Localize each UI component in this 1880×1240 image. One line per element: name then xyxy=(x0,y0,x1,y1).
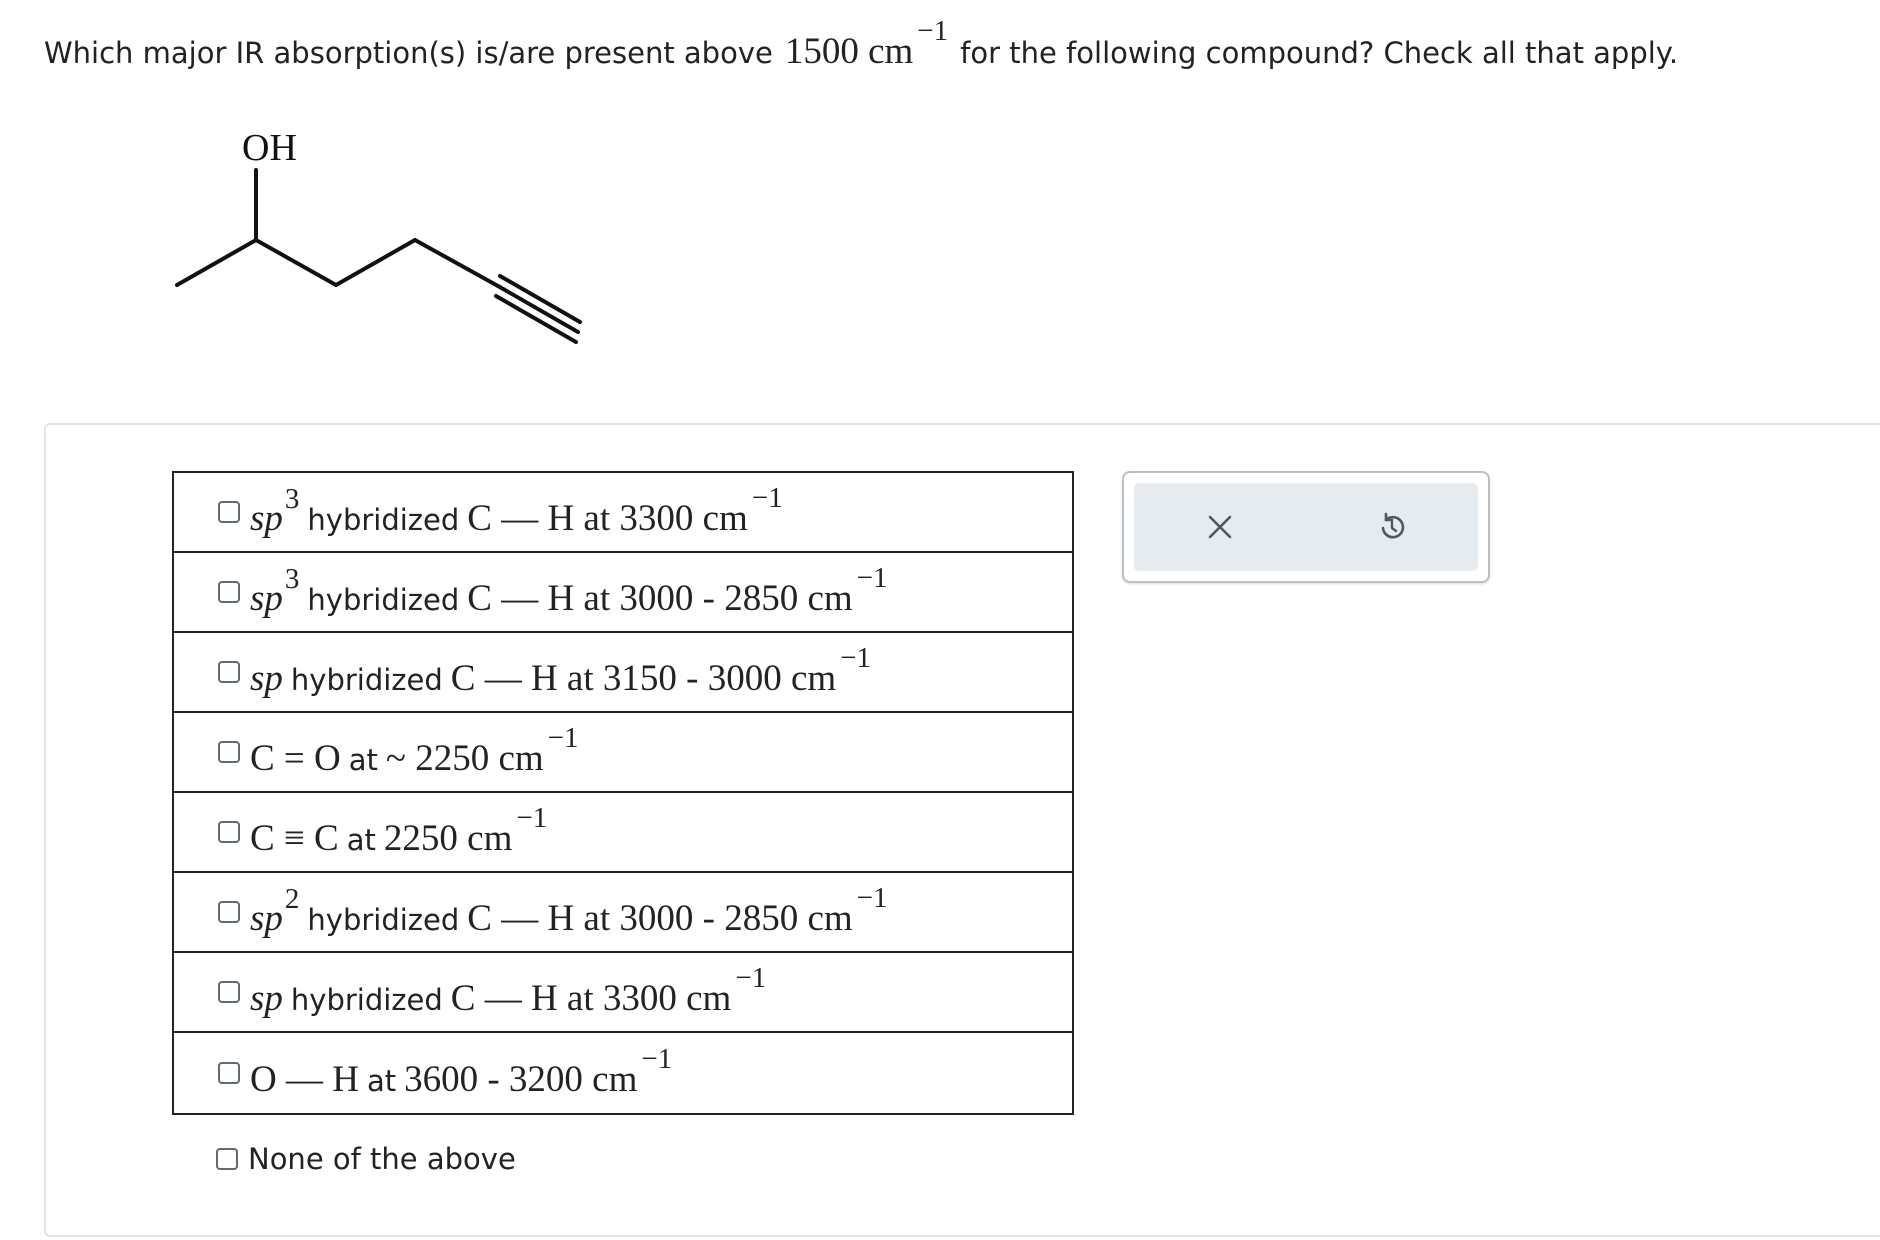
option-orbital: sp xyxy=(250,657,283,699)
option-exponent: −1 xyxy=(516,801,548,834)
option-formula: ~ 2250 cm xyxy=(385,737,544,779)
molecule-structure xyxy=(160,120,600,360)
clear-button[interactable] xyxy=(1134,483,1306,571)
option-exponent: −1 xyxy=(641,1042,673,1075)
option-formula: C — H at 3300 cm xyxy=(450,977,732,1019)
option-sp-ch-3150-3000[interactable] xyxy=(174,633,1072,713)
option-alkyne-2250[interactable] xyxy=(174,793,1072,873)
option-none-of-the-above[interactable] xyxy=(216,1142,516,1176)
option-text: at xyxy=(346,822,376,857)
option-checkbox[interactable] xyxy=(218,1062,240,1084)
question-text xyxy=(44,12,1678,90)
option-formula: C — H at 3300 cm xyxy=(467,497,748,539)
option-text: at xyxy=(366,1063,397,1098)
option-checkbox[interactable] xyxy=(218,581,240,603)
options-table xyxy=(172,471,1074,1115)
undo-icon xyxy=(1376,511,1408,543)
option-sp3-ch-3000-2850[interactable] xyxy=(174,553,1072,633)
question-suffix: for the following compound? Check all that apply. xyxy=(960,36,1679,70)
option-sp2-ch-3000-2850[interactable] xyxy=(174,873,1072,953)
option-orbital: sp xyxy=(250,897,283,939)
option-exponent: −1 xyxy=(840,641,872,674)
option-checkbox[interactable] xyxy=(216,1148,238,1170)
option-formula: 2250 cm xyxy=(383,817,513,859)
option-checkbox[interactable] xyxy=(218,821,240,843)
option-exponent: −1 xyxy=(856,561,888,594)
option-orbital: sp xyxy=(250,577,283,619)
question-wavenumber: 1500 cm xyxy=(784,31,914,72)
option-exponent: −1 xyxy=(735,961,767,994)
oh-label: OH xyxy=(242,127,297,169)
option-checkbox[interactable] xyxy=(218,661,240,683)
option-formula: C — H at 3000 - 2850 cm xyxy=(467,577,853,619)
option-exponent: −1 xyxy=(751,481,783,514)
option-exponent: −1 xyxy=(547,721,579,754)
none-of-the-above-label: None of the above xyxy=(248,1142,516,1176)
question-prefix: Which major IR absorption(s) is/are present above xyxy=(44,36,773,70)
option-checkbox[interactable] xyxy=(218,741,240,763)
option-formula: C — H at 3000 - 2850 cm xyxy=(467,897,853,939)
answer-actions xyxy=(1122,471,1490,583)
option-carbonyl-2250[interactable] xyxy=(174,713,1072,793)
close-icon xyxy=(1205,512,1235,542)
option-orbital: sp xyxy=(250,497,283,539)
option-text: hybridized xyxy=(290,982,443,1017)
option-sp-ch-3300[interactable] xyxy=(174,953,1072,1033)
option-orbital-sup: 2 xyxy=(284,882,300,915)
option-checkbox[interactable] xyxy=(218,901,240,923)
option-bond: C = O xyxy=(250,737,341,779)
option-orbital: sp xyxy=(250,977,283,1019)
option-orbital-sup: 3 xyxy=(284,482,300,515)
option-orbital-sup: 3 xyxy=(284,562,300,595)
skeletal-bonds xyxy=(177,170,580,342)
option-text: hybridized xyxy=(290,662,443,697)
option-bond: O — H xyxy=(250,1058,359,1100)
answer-actions-bar xyxy=(1134,483,1478,571)
option-formula: C — H at 3150 - 3000 cm xyxy=(450,657,837,699)
undo-button[interactable] xyxy=(1306,483,1478,571)
option-text: hybridized xyxy=(307,582,460,617)
option-text: at xyxy=(348,742,378,777)
option-sp3-ch-3300[interactable] xyxy=(174,473,1072,553)
option-exponent: −1 xyxy=(856,881,888,914)
option-formula: 3600 - 3200 cm xyxy=(404,1058,638,1100)
option-oh-3600-3200[interactable] xyxy=(174,1033,1072,1113)
option-text: hybridized xyxy=(307,502,460,537)
option-checkbox[interactable] xyxy=(218,501,240,523)
question-exponent: −1 xyxy=(917,15,949,47)
option-text: hybridized xyxy=(307,902,460,937)
option-checkbox[interactable] xyxy=(218,981,240,1003)
option-bond: C ≡ C xyxy=(250,817,339,859)
